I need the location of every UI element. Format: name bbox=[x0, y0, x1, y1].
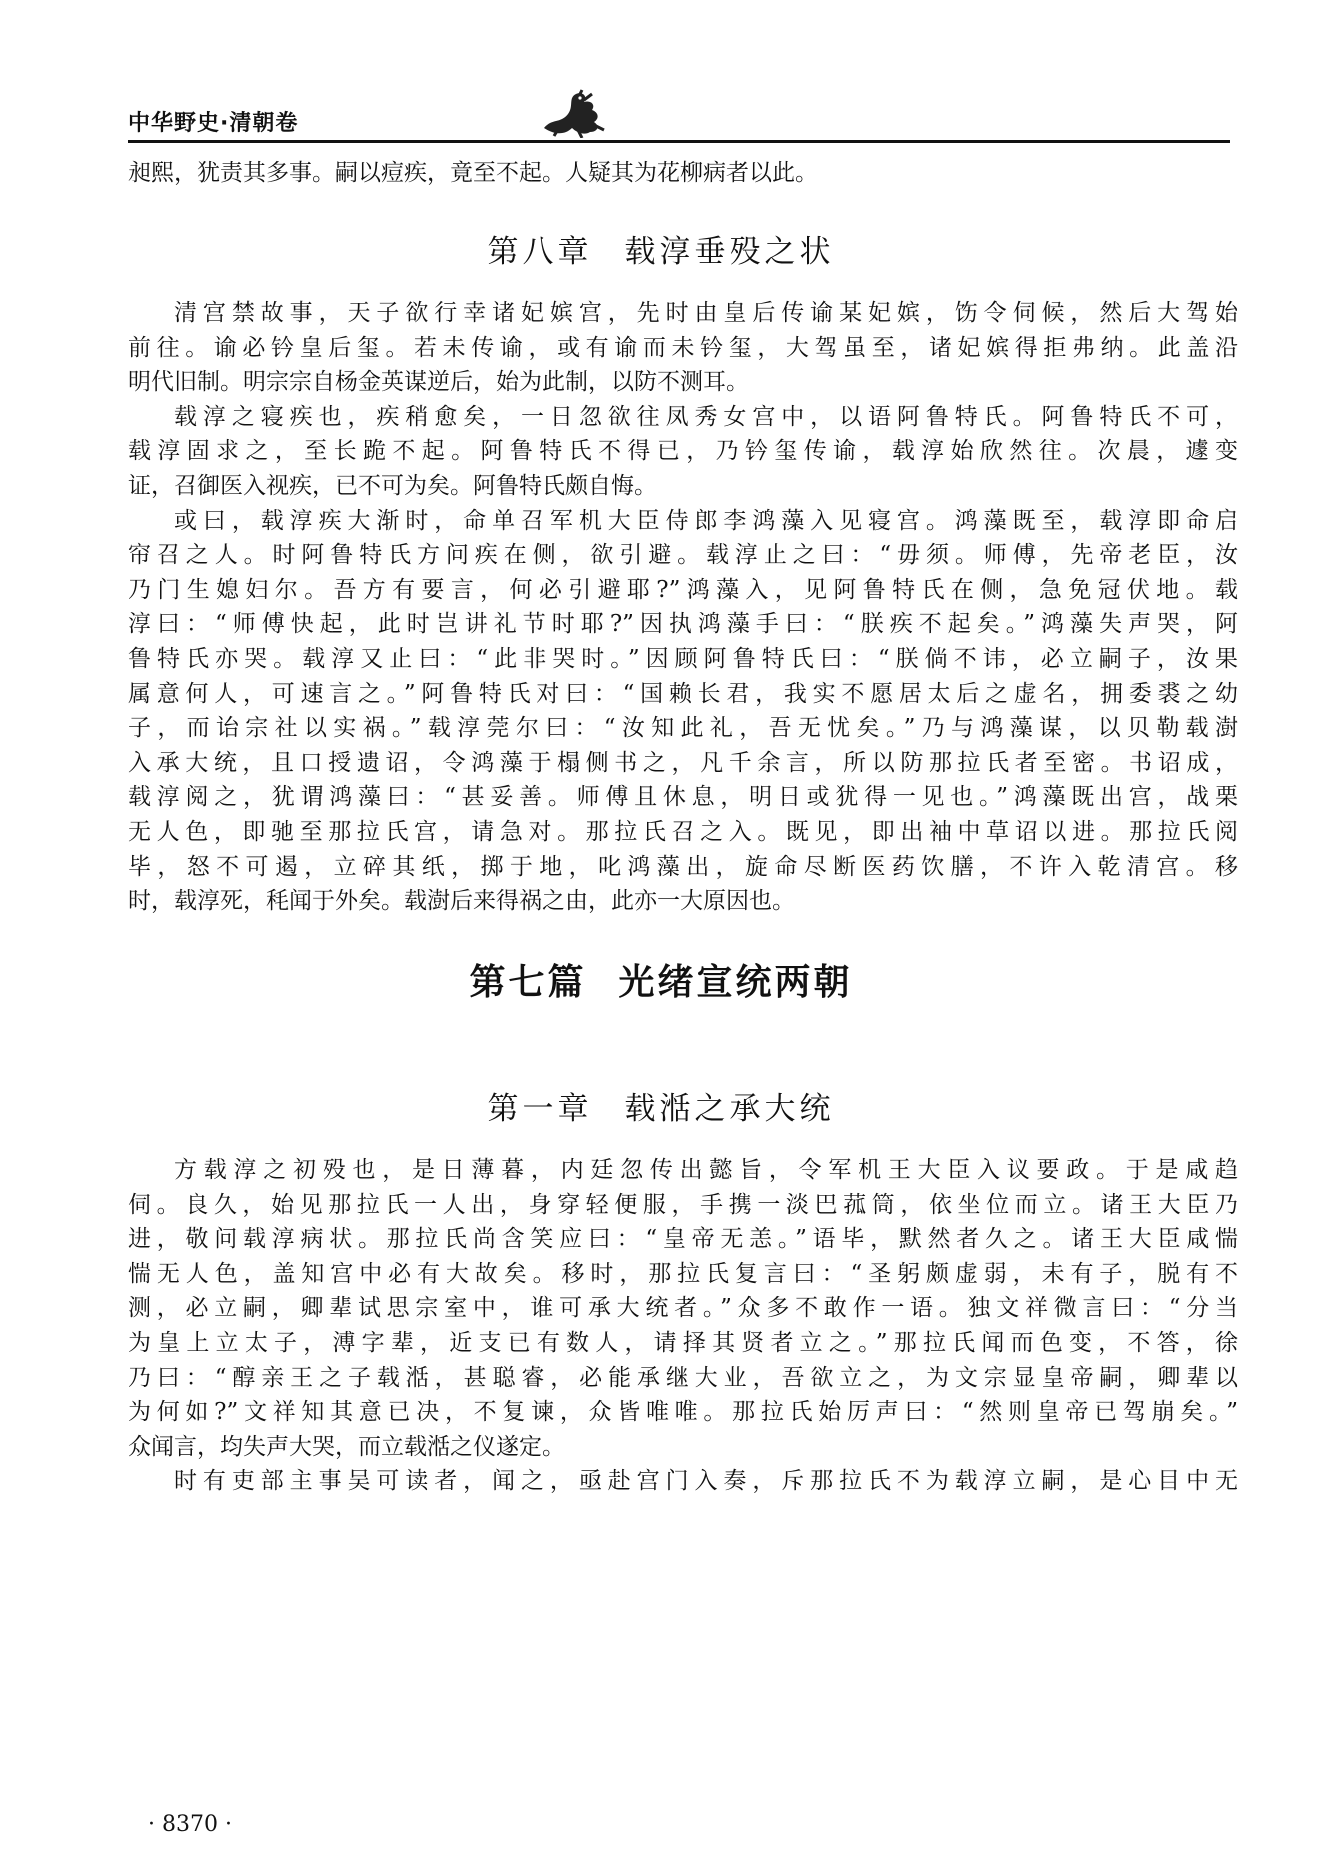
chapter-number: 第八章 bbox=[487, 234, 593, 270]
text-line: 众闻言，均失声大哭，而立载湉之仪遂定。 bbox=[128, 1433, 565, 1460]
text-line: 时，载淳死，秏闻于外矣。载澍后来得祸之由，此亦一大原因也。 bbox=[128, 888, 795, 915]
text-line: 为何如?”文祥知其意已决，不复谏，众皆唯唯。那拉氏始厉声曰：“然则皇帝已驾崩矣。” bbox=[128, 1399, 1238, 1426]
chapter-8-heading bbox=[0, 226, 1322, 271]
part-title: 光绪宣统两朝 bbox=[618, 962, 853, 1003]
text-line: 惴无人色，盖知宫中必有大故矣。移时，那拉氏复言曰：“圣躬颇虚弱，未有子，脱有不 bbox=[128, 1260, 1238, 1287]
text-line: 帘召之人。时阿鲁特氏方问疾在侧，欲引避。载淳止之曰：“毋须。师傅，先帝老臣，汝 bbox=[128, 542, 1238, 569]
text-line: 为皇上立太子，溥字辈，近支已有数人，请择其贤者立之。”那拉氏闻而色变，不答，徐 bbox=[128, 1330, 1238, 1356]
text-line: 属意何人，可速言之。”阿鲁特氏对曰：“国赖长君，我实不愿居太后之虚名，拥委裘之幼 bbox=[128, 680, 1238, 707]
book-title: 中华野史·清朝卷 bbox=[128, 111, 299, 136]
chapter-1-heading bbox=[0, 1083, 1322, 1128]
text-line: 方载淳之初殁也，是日薄暮，内廷忽传出懿旨，令军机王大臣入议要政。于是咸趋 bbox=[174, 1157, 1238, 1183]
text-line: 无人色，即驰至那拉氏宫，请急对。那拉氏召之入。既见，即出袖中草诏以进。那拉氏阅 bbox=[128, 819, 1238, 845]
text-line: 载淳之寝疾也，疾稍愈矣，一日忽欲往凤秀女宫中，以语阿鲁特氏。阿鲁特氏不可， bbox=[174, 403, 1238, 430]
text-line: 入承大统，且口授遗诏，令鸿藻于榻侧书之，凡千余言，所以防那拉氏者至密。书诏成， bbox=[128, 749, 1238, 776]
text-line: 明代旧制。明宗宗自杨金英谋逆后，始为此制，以防不测耳。 bbox=[128, 369, 749, 396]
text-line: 鲁特氏亦哭。载淳又止曰：“此非哭时。”因顾阿鲁特氏曰：“朕倘不讳，必立嗣子，汝果 bbox=[128, 646, 1238, 672]
part-number: 第七篇 bbox=[469, 962, 587, 1003]
page-number: · 8370 · bbox=[148, 1812, 232, 1837]
running-header bbox=[128, 88, 1238, 138]
continuation-line: 昶熙，犹责其多事。嗣以痘疾，竟至不起。人疑其为花柳病者以此。 bbox=[128, 160, 818, 186]
text-line: 乃曰：“醇亲王之子载湉，甚聪睿，必能承继大业，吾欲立之，为文宗显皇帝嗣，卿辈以 bbox=[128, 1364, 1238, 1391]
text-line: 载淳阅之，犹谓鸿藻曰：“甚妥善。师傅且休息，明日或犹得一见也。”鸿藻既出宫，战栗 bbox=[128, 784, 1238, 811]
chapter-title: 载淳垂殁之状 bbox=[624, 234, 835, 270]
text-line: 乃门生媳妇尔。吾方有要言，何必引避耶?”鸿藻入，见阿鲁特氏在侧，急免冠伏地。载 bbox=[128, 576, 1238, 603]
text-line: 时有吏部主事吴可读者，闻之，亟赴宫门入奏，斥那拉氏不为载淳立嗣，是心目中无 bbox=[174, 1468, 1238, 1495]
text-line: 或曰，载淳疾大渐时，命单召军机大臣侍郎李鸿藻入见寝宫。鸿藻既至，载淳即命启 bbox=[174, 507, 1238, 534]
text-line: 毕，怒不可遏，立碎其纸，掷于地，叱鸿藻出，旋命尽断医药饮膳，不许入乾清宫。移 bbox=[128, 853, 1238, 880]
text-line: 载淳固求之，至长跪不起。阿鲁特氏不得已，乃钤玺传谕，载淳始欣然往。次晨，遽变 bbox=[128, 438, 1238, 465]
text-line: 测，必立嗣，卿辈试思宗室中，谁可承大统者。”众多不敢作一语。独文祥微言曰：“分当 bbox=[128, 1295, 1238, 1322]
text-line: 进，敬问载淳病状。那拉氏尚含笑应曰：“皇帝无恙。”语毕，默然者久之。诸王大臣咸惴 bbox=[128, 1226, 1238, 1253]
text-line: 前往。谕必钤皇后玺。若未传谕，或有谕而未钤玺，大驾虽至，诸妃嫔得拒弗纳。此盖沿 bbox=[128, 334, 1238, 361]
part-7-heading bbox=[0, 954, 1322, 1005]
text-line: 子，而诒宗社以实祸。”载淳莞尔曰：“汝知此礼，吾无忧矣。”乃与鸿藻谋，以贝勒载澍 bbox=[128, 715, 1238, 742]
text-line: 淳曰：“师傅快起，此时岂讲礼节时耶?”因执鸿藻手曰：“朕疾不起矣。”鸿藻失声哭，阿 bbox=[128, 611, 1238, 638]
text-line: 证，召御医入视疾，已不可为矣。阿鲁特氏颇自悔。 bbox=[128, 473, 657, 499]
header-rule bbox=[128, 140, 1230, 143]
dragon-emblem-icon bbox=[538, 88, 610, 138]
text-line: 清宫禁故事，天子欲行幸诸妃嫔宫，先时由皇后传谕某妃嫔，饬令伺候，然后大驾始 bbox=[174, 300, 1238, 326]
chapter-number: 第一章 bbox=[487, 1091, 593, 1127]
text-line: 伺。良久，始见那拉氏一人出，身穿轻便服，手携一淡巴菰筒，依坐位而立。诸王大臣乃 bbox=[128, 1191, 1238, 1218]
chapter-title: 载湉之承大统 bbox=[624, 1091, 835, 1127]
